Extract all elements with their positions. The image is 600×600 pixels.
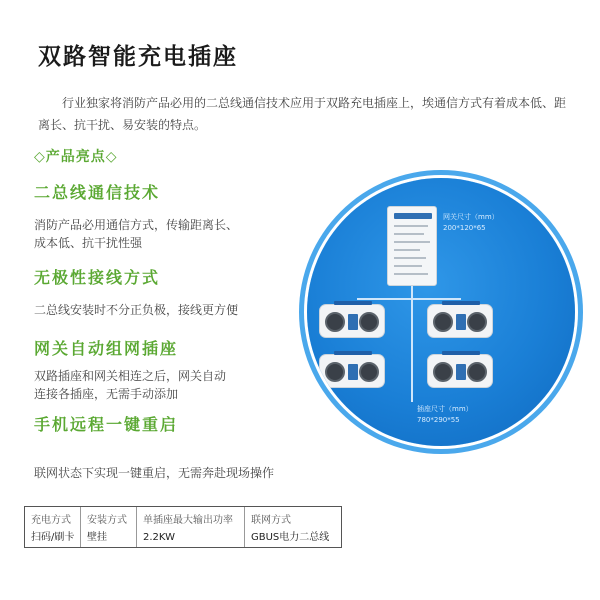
- feature-title-bus: 二总线通信技术: [34, 183, 161, 202]
- product-diagram: [307, 178, 575, 446]
- highlights-header: ◇产品亮点◇: [34, 149, 118, 165]
- page-title: 双路智能充电插座: [38, 44, 238, 70]
- spec-cell: [137, 507, 245, 547]
- spec-value: GBUS电力二总线: [251, 532, 330, 543]
- spec-value: 2.2KW: [143, 532, 175, 543]
- gateway-size-label: 网关尺寸（mm）: [443, 213, 499, 221]
- spec-header: 联网方式: [251, 515, 291, 526]
- feature-desc-wiring: 二总线安装时不分正负极，接线更方便: [34, 303, 239, 317]
- feature-title-network: 网关自动组网插座: [34, 339, 179, 358]
- feature-desc-reboot: 联网状态下实现一键重启，无需奔赴现场操作: [34, 466, 275, 480]
- spec-header: 单插座最大输出功率: [143, 515, 233, 526]
- feature-desc-bus: 消防产品必用通信方式，传输距离长、成本低、抗干扰性强: [34, 218, 239, 250]
- feature-desc-network: 双路插座和网关相连之后，网关自动连接各插座，无需手动添加: [34, 369, 227, 401]
- socket-size-label: 插座尺寸（mm）: [417, 405, 473, 413]
- spec-value: 扫码/刷卡: [31, 532, 75, 543]
- spec-table: [24, 506, 342, 548]
- spec-header: 充电方式: [31, 515, 71, 526]
- feature-title-wiring: 无极性接线方式: [34, 268, 161, 287]
- spec-header: 安装方式: [87, 515, 127, 526]
- spec-value: 壁挂: [87, 532, 107, 543]
- socket-size-value: 780*290*55: [417, 416, 460, 424]
- socket-unit: [319, 304, 385, 338]
- spec-cell: [245, 507, 341, 547]
- feature-title-reboot: 手机远程一键重启: [34, 415, 179, 434]
- intro-paragraph: 行业独家将消防产品必用的二总线通信技术应用于双路充电插座上，埃通信方式有着成本低、距离长、抗干扰、易安装的特点。: [38, 96, 567, 132]
- spec-cell: [25, 507, 81, 547]
- gateway-device: [387, 206, 437, 286]
- socket-unit: [427, 354, 493, 388]
- spec-cell: [81, 507, 137, 547]
- gateway-size-value: 200*120*65: [443, 224, 486, 232]
- socket-unit: [319, 354, 385, 388]
- socket-unit: [427, 304, 493, 338]
